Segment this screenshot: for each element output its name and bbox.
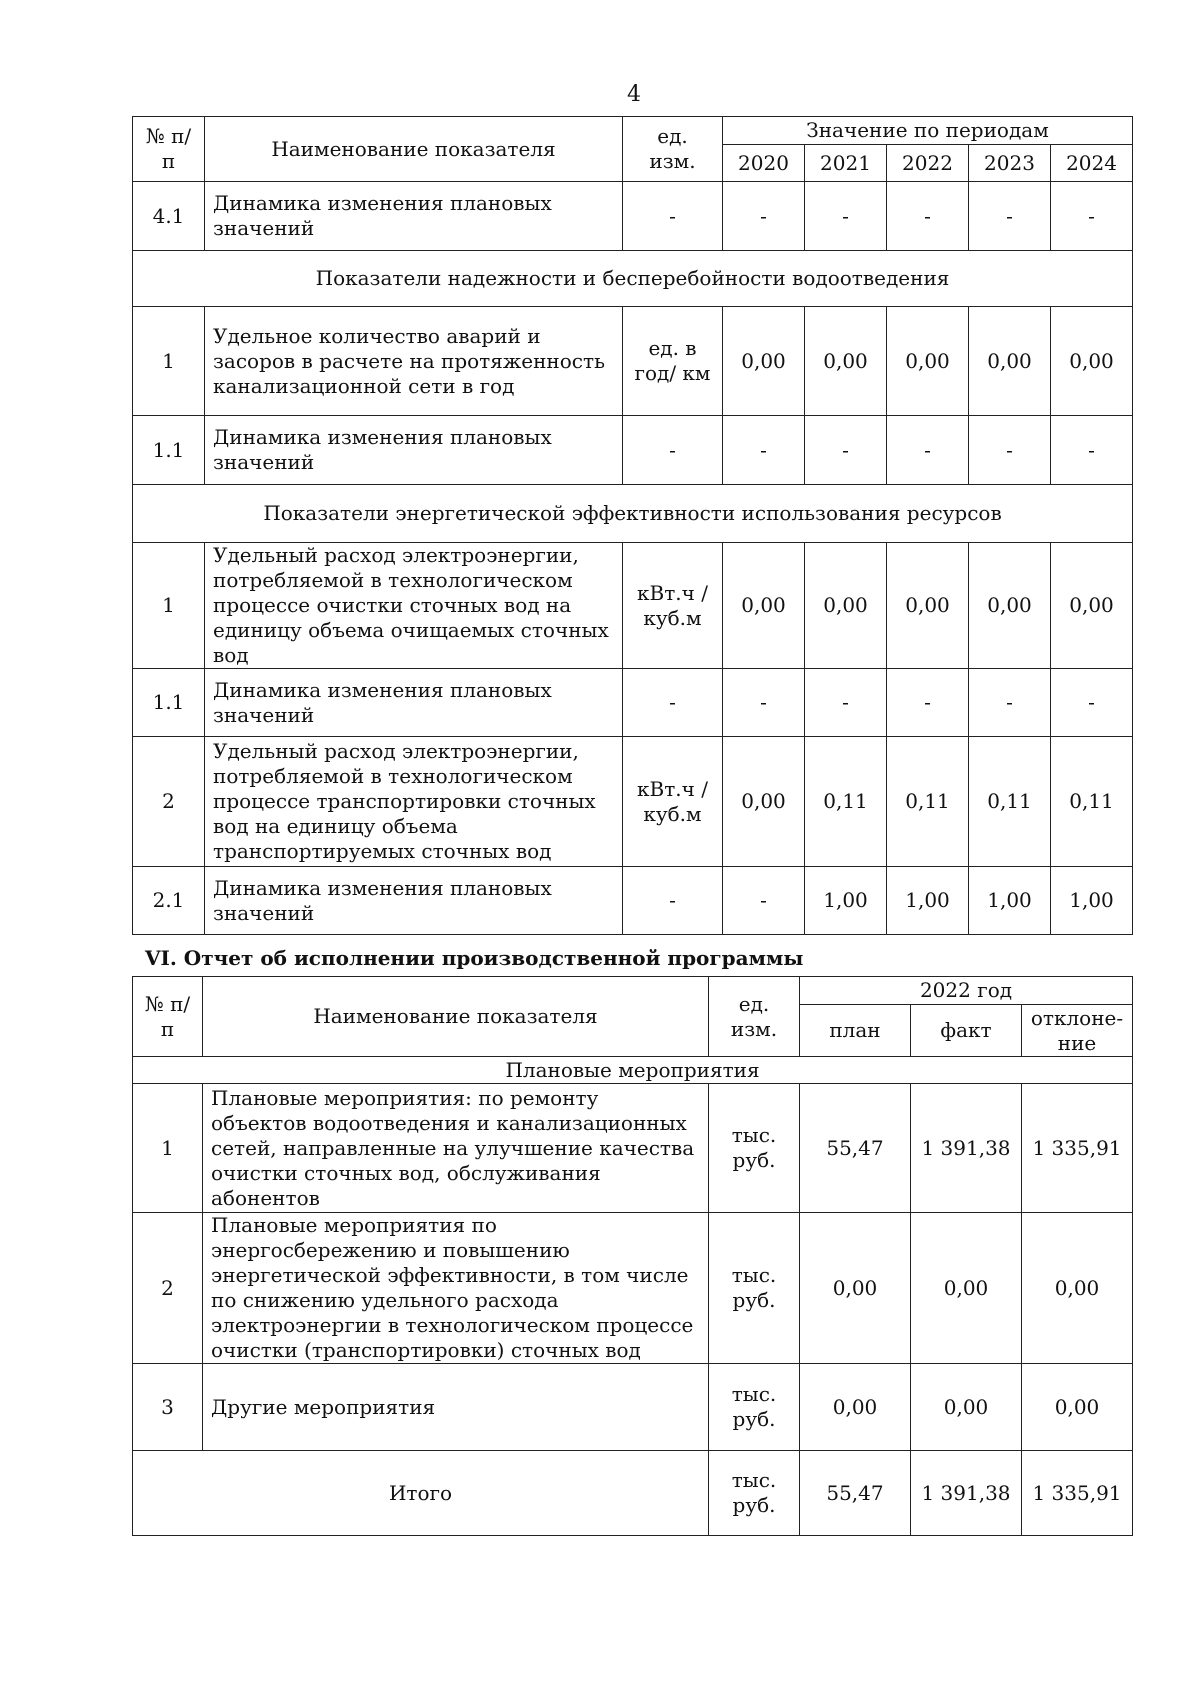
row-unit: тыс. руб. bbox=[709, 1364, 800, 1451]
header-deviation: отклоне-ние bbox=[1022, 1005, 1133, 1057]
row-value: 0,00 bbox=[723, 543, 805, 669]
header-year: 2022 bbox=[887, 145, 969, 182]
header-year: 2020 bbox=[723, 145, 805, 182]
total-row bbox=[133, 1451, 1133, 1536]
row-value: - bbox=[723, 669, 805, 737]
row-name: Удельный расход электроэнергии, потребляемой в технологическом процессе транспортировки сточных вод на единицу объема транспортируемых сточных вод bbox=[205, 737, 623, 867]
row-value: - bbox=[969, 416, 1051, 485]
row-name: Динамика изменения плановых значений bbox=[205, 867, 623, 935]
row-num: 1 bbox=[133, 543, 205, 669]
row-name: Динамика изменения плановых значений bbox=[205, 182, 623, 251]
row-num: 1.1 bbox=[133, 416, 205, 485]
row-value: - bbox=[887, 182, 969, 251]
row-unit: - bbox=[623, 867, 723, 935]
row-value: 0,00 bbox=[969, 307, 1051, 416]
header-num: № п/п bbox=[133, 117, 205, 182]
header-fact: факт bbox=[911, 1005, 1022, 1057]
row-value: 0,11 bbox=[969, 737, 1051, 867]
row-value: 0,00 bbox=[805, 543, 887, 669]
row-unit: - bbox=[623, 182, 723, 251]
row-name: Удельный расход электроэнергии, потребляемой в технологическом процессе очистки сточных вод на единицу объема очищаемых сточных вод bbox=[205, 543, 623, 669]
row-value: 0,11 bbox=[1051, 737, 1133, 867]
row-value: - bbox=[1051, 416, 1133, 485]
row-num: 4.1 bbox=[133, 182, 205, 251]
program-report-table bbox=[132, 976, 1133, 1536]
row-deviation: 1 335,91 bbox=[1022, 1084, 1133, 1213]
row-deviation: 0,00 bbox=[1022, 1213, 1133, 1364]
row-num: 1 bbox=[133, 307, 205, 416]
row-unit: кВт.ч / куб.м bbox=[623, 543, 723, 669]
row-name: Плановые мероприятия по энергосбережению и повышению энергетической эффективности, в том числе по снижению удельного расхода электроэнергии в технологическом процессе очистки (транспортировки) сточных вод bbox=[203, 1213, 709, 1364]
row-value: - bbox=[887, 416, 969, 485]
section-reliability: Показатели надежности и бесперебойности водоотведения bbox=[133, 251, 1133, 307]
page-number: 4 bbox=[627, 82, 641, 107]
row-value: - bbox=[969, 182, 1051, 251]
row-value: - bbox=[887, 669, 969, 737]
section-row bbox=[133, 485, 1133, 543]
row-value: 0,11 bbox=[887, 737, 969, 867]
total-label: Итого bbox=[133, 1451, 709, 1536]
row-value: - bbox=[805, 182, 887, 251]
row-num: 1 bbox=[133, 1084, 203, 1213]
row-name: Другие мероприятия bbox=[203, 1364, 709, 1451]
table-row bbox=[133, 669, 1133, 737]
table-row bbox=[133, 182, 1133, 251]
row-value: 1,00 bbox=[1051, 867, 1133, 935]
row-name: Плановые мероприятия: по ремонту объектов водоотведения и канализационных сетей, направленные на улучшение качества очистки сточных вод, обслуживания абонентов bbox=[203, 1084, 709, 1213]
header-year: 2024 bbox=[1051, 145, 1133, 182]
header-row bbox=[133, 977, 1133, 1005]
row-value: 0,00 bbox=[887, 543, 969, 669]
row-value: 0,00 bbox=[723, 307, 805, 416]
header-name: Наименование показателя bbox=[205, 117, 623, 182]
row-value: 1,00 bbox=[969, 867, 1051, 935]
header-name: Наименование показателя bbox=[203, 977, 709, 1057]
row-value: - bbox=[723, 867, 805, 935]
table-row bbox=[133, 416, 1133, 485]
row-value: - bbox=[969, 669, 1051, 737]
indicators-table bbox=[132, 116, 1133, 935]
header-year: 2021 bbox=[805, 145, 887, 182]
header-plan: план bbox=[800, 1005, 911, 1057]
section-row bbox=[133, 1057, 1133, 1084]
row-num: 3 bbox=[133, 1364, 203, 1451]
row-value: 0,00 bbox=[969, 543, 1051, 669]
table-row bbox=[133, 307, 1133, 416]
row-value: 0,00 bbox=[1051, 543, 1133, 669]
row-unit: - bbox=[623, 416, 723, 485]
section-planned: Плановые мероприятия bbox=[133, 1057, 1133, 1084]
total-plan: 55,47 bbox=[800, 1451, 911, 1536]
table-row bbox=[133, 1084, 1133, 1213]
total-deviation: 1 335,91 bbox=[1022, 1451, 1133, 1536]
row-deviation: 0,00 bbox=[1022, 1364, 1133, 1451]
row-value: - bbox=[723, 416, 805, 485]
header-unit: ед. изм. bbox=[623, 117, 723, 182]
header-row bbox=[133, 117, 1133, 145]
table-row bbox=[133, 543, 1133, 669]
row-plan: 0,00 bbox=[800, 1364, 911, 1451]
row-value: 0,00 bbox=[805, 307, 887, 416]
header-unit: ед. изм. bbox=[709, 977, 800, 1057]
row-value: 0,11 bbox=[805, 737, 887, 867]
section-energy: Показатели энергетической эффективности использования ресурсов bbox=[133, 485, 1133, 543]
header-year: 2022 год bbox=[800, 977, 1133, 1005]
row-value: - bbox=[805, 416, 887, 485]
row-plan: 55,47 bbox=[800, 1084, 911, 1213]
row-fact: 0,00 bbox=[911, 1364, 1022, 1451]
row-fact: 0,00 bbox=[911, 1213, 1022, 1364]
row-value: - bbox=[723, 182, 805, 251]
row-name: Динамика изменения плановых значений bbox=[205, 669, 623, 737]
row-value: 0,00 bbox=[723, 737, 805, 867]
header-year: 2023 bbox=[969, 145, 1051, 182]
row-unit: кВт.ч / куб.м bbox=[623, 737, 723, 867]
row-num: 2.1 bbox=[133, 867, 205, 935]
row-value: - bbox=[805, 669, 887, 737]
row-name: Удельное количество аварий и засоров в расчете на протяженность канализационной сети в год bbox=[205, 307, 623, 416]
table-row bbox=[133, 737, 1133, 867]
header-periods: Значение по периодам bbox=[723, 117, 1133, 145]
row-plan: 0,00 bbox=[800, 1213, 911, 1364]
row-value: 1,00 bbox=[805, 867, 887, 935]
table-row bbox=[133, 1364, 1133, 1451]
row-num: 1.1 bbox=[133, 669, 205, 737]
total-unit: тыс. руб. bbox=[709, 1451, 800, 1536]
row-value: 1,00 bbox=[887, 867, 969, 935]
section-vi-title: VI. Отчет об исполнении производственной программы bbox=[145, 946, 804, 970]
row-unit: ед. в год/ км bbox=[623, 307, 723, 416]
row-value: 0,00 bbox=[1051, 307, 1133, 416]
row-unit: - bbox=[623, 669, 723, 737]
row-num: 2 bbox=[133, 737, 205, 867]
row-name: Динамика изменения плановых значений bbox=[205, 416, 623, 485]
row-value: - bbox=[1051, 182, 1133, 251]
table-row bbox=[133, 867, 1133, 935]
header-num: № п/п bbox=[133, 977, 203, 1057]
row-value: - bbox=[1051, 669, 1133, 737]
row-unit: тыс. руб. bbox=[709, 1084, 800, 1213]
total-fact: 1 391,38 bbox=[911, 1451, 1022, 1536]
row-num: 2 bbox=[133, 1213, 203, 1364]
section-row bbox=[133, 251, 1133, 307]
row-fact: 1 391,38 bbox=[911, 1084, 1022, 1213]
table-row bbox=[133, 1213, 1133, 1364]
row-value: 0,00 bbox=[887, 307, 969, 416]
row-unit: тыс. руб. bbox=[709, 1213, 800, 1364]
